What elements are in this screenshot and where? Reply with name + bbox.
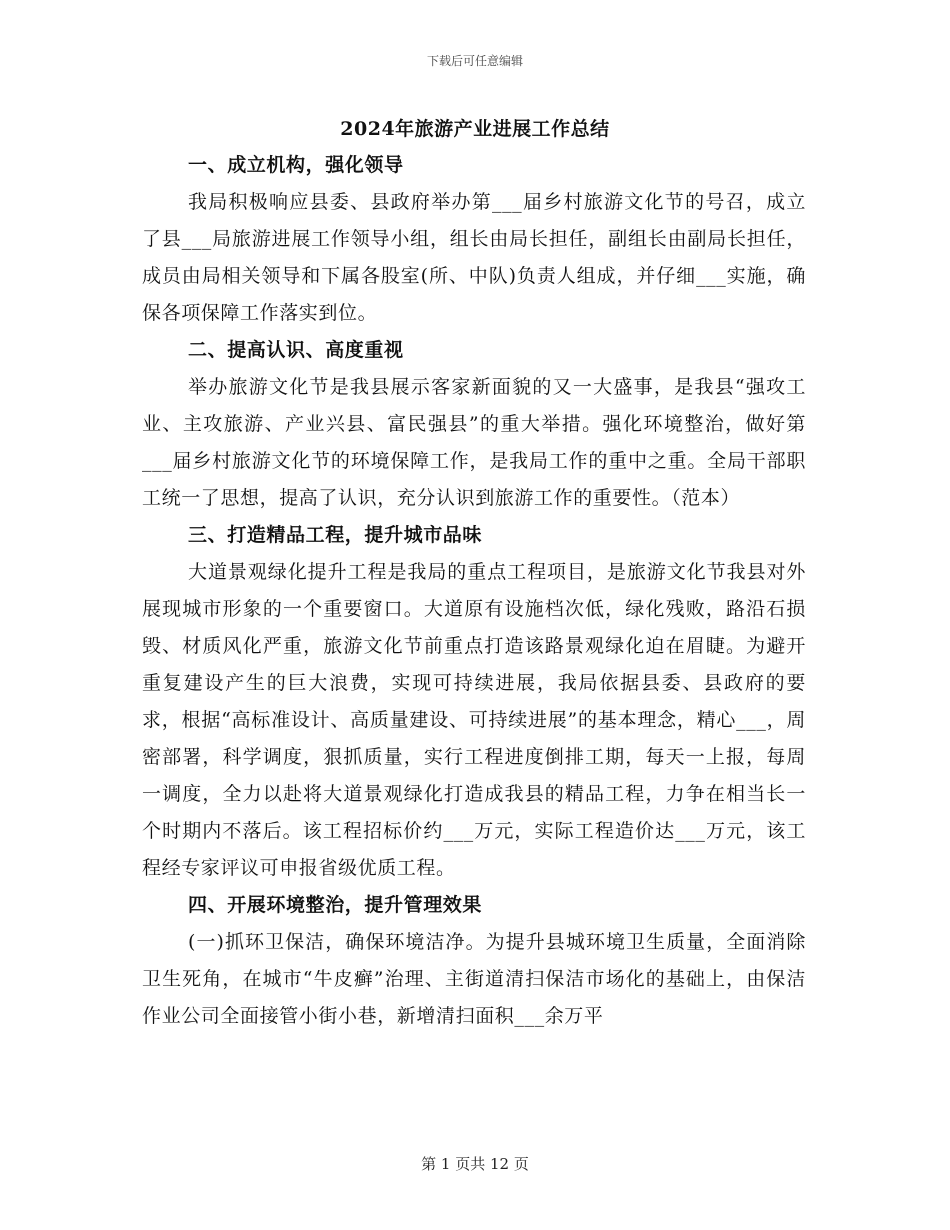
section-4 [142,887,806,1035]
section-paragraph: 举办旅游文化节是我县展示客家新面貌的又一大盛事，是我县“强攻工业、主攻旅游、产业兴县、富民强县”的重大举措。强化环境整治，做好第___届乡村旅游文化节的环境保障工作，是我局工作的重中之重。全局干部职工统一了思想，提高了认识，充分认识到旅游工作的重要性。（范本） [142,376,806,509]
section-heading: 四、开展环境整治，提升管理效果 [188,894,483,916]
section-3 [142,517,806,887]
section-paragraph: 我局积极响应县委、县政府举办第___届乡村旅游文化节的号召，成立了县___局旅游进展工作领导小组，组长由局长担任，副组长由副局长担任，成员由局相关领导和下属各股室(所、中队)负责人组成，并仔细___实施，确保各项保障工作落实到位。 [142,191,806,324]
section-paragraph: 大道景观绿化提升工程是我局的重点工程项目，是旅游文化节我县对外展现城市形象的一个重要窗口。大道原有设施档次低，绿化残败，路沿石损毁、材质风化严重，旅游文化节前重点打造该路景观绿化迫在眉睫。为避开重复建设产生的巨大浪费，实现可持续进展，我局依据县委、县政府的要求，根据“高标准设计、高质量建设、可持续进展”的基本理念，精心___，周密部署，科学调度，狠抓质量，实行工程进度倒排工期，每天一上报，每周一调度，全力以赴将大道景观绿化打造成我县的精品工程，力争在相当长一个时期内不落后。该工程招标价约___万元，实际工程造价达___万元，该工程经专家评议可申报省级优质工程。 [142,561,806,879]
section-1 [142,147,806,332]
section-paragraph: (一)抓环卫保洁，确保环境洁净。为提升县城环境卫生质量，全面消除卫生死角，在城市“牛皮癣”治理、主街道清扫保洁市场化的基础上，由保洁作业公司全面接管小街小巷，新增清扫面积___余万平 [142,931,806,1027]
section-heading: 一、成立机构，强化领导 [188,154,404,176]
page-header-note: 下载后可任意编辑 [426,54,523,68]
page-number: 第 1 页共 12 页 [421,1155,529,1173]
document-body [142,147,806,1035]
section-heading: 三、打造精品工程，提升城市品味 [188,524,483,546]
document-title: 2024年旅游产业进展工作总结 [340,118,610,140]
section-heading: 二、提高认识、高度重视 [188,339,404,361]
section-2 [142,332,806,517]
